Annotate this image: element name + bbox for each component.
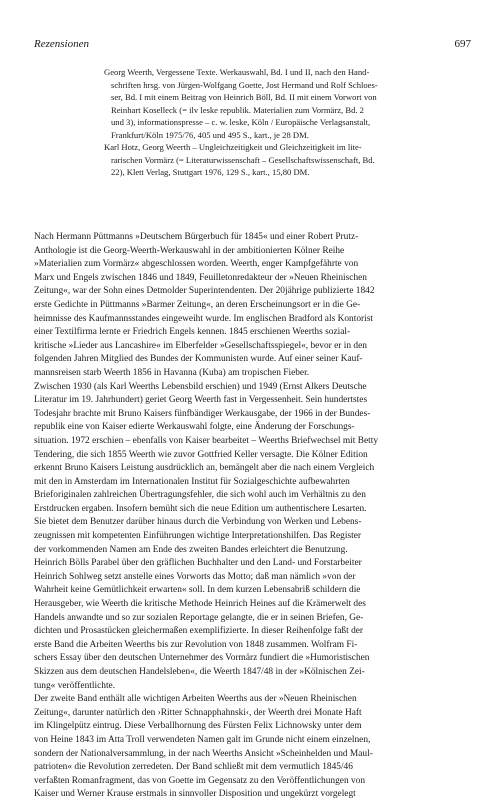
- text-line: Anthologie ist die Georg-Weerth-Werkauswahl in der ambitionierten Kölner Reihe: [34, 245, 345, 256]
- bibliography-line: und 3), informationspresse – c. w. leske, Köln / Europäische Verlagsanstalt,: [111, 117, 371, 127]
- text-line: »Materialien zum Vormärz« abgeschlossen worden. Weerth, enger Kampfgefährte von: [34, 259, 359, 270]
- text-line: Heinrich Sohlweg setzt anstelle eines Vorworts das Motto; daß man nämlich »von der: [34, 571, 356, 582]
- text-line: folgenden Jahren Mitglied des Bundes der Kommunisten wurde. Auf einer seiner Kauf-: [34, 354, 363, 365]
- running-head: [34, 36, 471, 52]
- bibliography-line: Georg Weerth, Vergessene Texte. Werkauswahl, Bd. I und II, nach den Hand-: [104, 67, 370, 77]
- text-line: Herausgeber, wie Weerth die kritische Methode Heinrich Heines auf die Krämerwelt des: [34, 599, 366, 610]
- text-line: Wahrheit keine Gemütlichkeit erwarten« soll. In dem kurzen Lebensabriß schildern die: [34, 585, 361, 596]
- text-line: Zeitung«, darunter natürlich den ›Ritter Schnapphahnski‹, der Weerth drei Monate Haft: [34, 707, 362, 718]
- page-number: 697: [454, 38, 471, 50]
- text-line: kritische »Lieder aus Lancashire« im Elberfelder »Gesellschaftsspiegel«, bevor er in den: [34, 340, 367, 351]
- text-line: Sie bietet dem Benutzer darüber hinaus durch die Verbindung von Werken und Lebens-: [34, 517, 362, 528]
- text-line: erste Band die Arbeiten Weerths bis zur Revolution von 1848 zusammen. Wolfram Fi-: [34, 639, 358, 650]
- text-line: von Heine 1843 im Atta Troll verwendeten Namen galt im Grunde nicht einem einzelnen,: [34, 734, 371, 745]
- text-line: situation. 1972 erschien – ebenfalls von Kaiser bearbeitet – Weerths Briefwechsel mit Betty: [34, 435, 379, 446]
- text-line: Nach Hermann Püttmanns »Deutschem Bürgerbuch für 1845« und einer Robert Prutz-: [34, 232, 359, 242]
- bibliography-line: schriften hrsg. von Jürgen-Wolfgang Goette, Jost Hermand und Rolf Schloes-: [111, 79, 378, 90]
- bibliography-line: Reinhart Koselleck (= ilv leske republik. Materialien zum Vormärz, Bd. 2: [111, 104, 364, 115]
- bibliography-line: ser, Bd. I mit einem Beitrag von Heinrich Böll, Bd. II mit einem Vorwort von: [111, 92, 377, 102]
- text-line: zeugnissen mit kompetenten Einführungen wichtige Interpretationshilfen. Das Register: [34, 531, 361, 542]
- text-line: sondern der Nationalversammlung, in der nach Weerths Ansicht »Scheinhelden und Maul-: [34, 748, 373, 759]
- review-body: [34, 231, 478, 802]
- text-line: Tendering, die sich 1855 Weerth wie zuvor Gottfried Keller versagte. Die Kölner Edition: [34, 449, 368, 460]
- text-line: Marx und Engels zwischen 1846 und 1849, Feuilletonredakteur der »Neuen Rheinischen: [34, 272, 367, 283]
- bibliography-line: Karl Hotz, Georg Weerth – Ungleichzeitigkeit und Gleichzeitigkeit im lite-: [104, 142, 362, 152]
- text-line: der vorkommenden Namen am Ende des zweiten Bandes erleichtert die Benutzung.: [34, 544, 348, 555]
- text-line: patrioten« die Revolution zerredeten. Der Band schließt mit dem vermutlich 1845/46: [34, 762, 353, 773]
- text-line: Kaiser und Werner Krause erstmals in sinnvoller Disposition und ungekürzt vorgelegt: [34, 789, 356, 800]
- text-line: Zeitung«, war der Sohn eines Detmolder Superintendenten. Der 20jährige publizierte 1842: [34, 286, 375, 297]
- text-line: Skizzen aus dem deutschen Handelsleben«, die Weerth 1847/48 in der »Kölnischen Zei-: [34, 667, 365, 677]
- section-title: Rezensionen: [34, 38, 89, 50]
- text-line: dichten und Prosastücken gleichermaßen exemplifizierte. In dieser Reihenfolge faßt der: [34, 626, 364, 637]
- text-line: republik eine von Kaiser edierte Werkauswahl folgte, eine Änderung der Forschungs-: [34, 422, 355, 433]
- text-line: Handels anwandte und so zur sozialen Reportage gelangte, die er in seinen Briefen, Ge-: [34, 612, 364, 623]
- bibliography-line: 22), Klett Verlag, Stuttgart 1976, 129 S., kart., 15,80 DM.: [111, 167, 310, 177]
- text-line: tung« veröffentlichte.: [34, 680, 116, 691]
- text-line: mit den in Amsterdam im Internationalen Institut für Sozialgeschichte aufbewahrten: [34, 476, 350, 487]
- text-line: schers Essay über den deutschen Unternehmer des Vormärz fundiert die »Humoristischen: [34, 653, 370, 664]
- text-line: Literatur im 19. Jahrhundert) geriet Georg Weerth fast in Vergessenheit. Sein hundertstes: [34, 395, 368, 406]
- text-line: im Klingelpütz eintrug. Diese Verballhornung des Fürsten Felix Lichnowsky unter dem: [34, 721, 362, 732]
- text-line: Der zweite Band enthält alle wichtigen Arbeiten Weerths aus der »Neuen Rheinischen: [34, 694, 357, 705]
- text-line: verfaßten Romanfragment, das von Goette im Gegensatz zu den Veröffentlichungen von: [34, 775, 366, 786]
- text-line: Zwischen 1930 (als Karl Weerths Lebensbild erschien) und 1949 (Ernst Alkers Deutsche: [34, 381, 367, 392]
- bibliography-line: rarischen Vormärz (= Literaturwissenschaft – Gesellschaftswissenschaft, Bd.: [111, 154, 375, 165]
- text-line: Heinrich Bölls Parabel über den gräflichen Buchhalter und den Land- und Forstarbeiter: [34, 558, 362, 569]
- text-line: einer Textilfirma lernte er Friedrich Engels kennen. 1845 erschienen Weerths sozial-: [34, 327, 351, 338]
- text-line: Erstdrucken ergaben. Insofern bemüht sich die neue Edition um authentischere Lesarten.: [34, 503, 367, 514]
- text-line: heimnisse des Kaufmannsstandes eingeweiht wurde. Im englischen Bradford als Kontorist: [34, 313, 373, 324]
- text-line: mannsreisen starb Weerth 1856 in Havanna (Kuba) am tropischen Fieber.: [34, 367, 310, 378]
- text-line: Brieforiginalen zahlreichen Übertragungsfehler, die sich wohl auch im Verhältnis zu den: [34, 490, 366, 501]
- bibliography-line: Frankfurt/Köln 1975/76, 405 und 495 S., kart., je 28 DM.: [111, 129, 309, 140]
- text-line: erste Gedichte in Püttmanns »Barmer Zeitung«, an deren Erscheinungsort er in die Ge-: [34, 299, 361, 310]
- text-line: erkennt Bruno Kaisers Leistung ausdrücklich an, bemängelt aber die nach einem Vergleich: [34, 463, 375, 474]
- text-line: Todesjahr brachte mit Bruno Kaisers fünfbändiger Werkausgabe, der 1966 in der Bundes-: [34, 408, 371, 419]
- bibliography-block: [104, 66, 474, 179]
